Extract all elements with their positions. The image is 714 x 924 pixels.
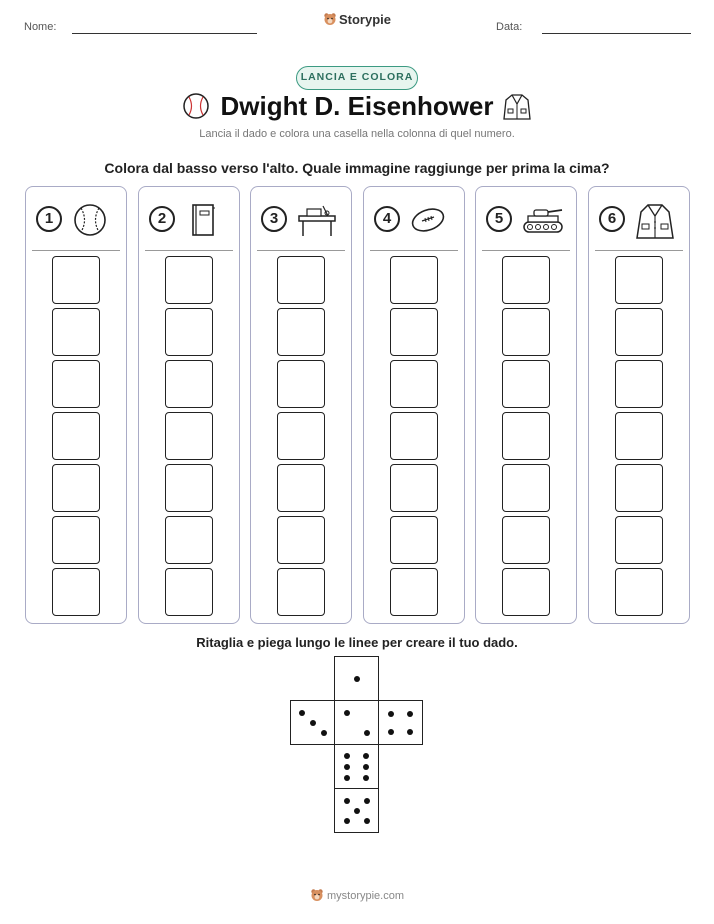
color-cell[interactable] [277, 256, 325, 304]
column-number: 4 [374, 206, 400, 232]
column-2 [138, 186, 240, 624]
color-cell[interactable] [165, 412, 213, 460]
color-cell[interactable] [615, 568, 663, 616]
footer-url: mystorypie.com [326, 890, 405, 902]
color-cell[interactable] [390, 308, 438, 356]
baseball-icon [70, 202, 110, 238]
color-cell[interactable] [52, 412, 100, 460]
color-cell[interactable] [277, 412, 325, 460]
activity-badge: LANCIA E COLORA [296, 66, 418, 90]
column-number: 6 [599, 206, 625, 232]
color-cell[interactable] [502, 464, 550, 512]
book-icon [183, 202, 223, 238]
instruction-text: Colora dal basso verso l'alto. Quale immagine raggiunge per prima la cima? [104, 160, 610, 176]
color-cell[interactable] [502, 360, 550, 408]
tank-icon [520, 202, 566, 238]
color-cell[interactable] [165, 360, 213, 408]
die-face-6 [334, 744, 379, 789]
color-cell[interactable] [390, 568, 438, 616]
column-number: 3 [261, 206, 287, 232]
bear-icon [310, 888, 324, 902]
color-cell[interactable] [390, 412, 438, 460]
column-number: 2 [149, 206, 175, 232]
color-cell[interactable] [615, 308, 663, 356]
color-cell[interactable] [52, 464, 100, 512]
color-cell[interactable] [52, 256, 100, 304]
color-cell[interactable] [390, 464, 438, 512]
color-cell[interactable] [52, 516, 100, 564]
color-cell[interactable] [502, 516, 550, 564]
lab-coat-icon [633, 202, 677, 240]
name-label: Nome: [24, 21, 57, 33]
die-face-1 [334, 656, 379, 701]
color-cell[interactable] [52, 568, 100, 616]
lab-coat-icon [502, 92, 532, 122]
color-cell[interactable] [615, 464, 663, 512]
column-1 [25, 186, 127, 624]
color-cell[interactable] [615, 360, 663, 408]
color-cell[interactable] [165, 516, 213, 564]
brand-name: Storypie [338, 12, 391, 27]
color-cell[interactable] [277, 464, 325, 512]
column-number: 1 [36, 206, 62, 232]
die-face-4 [378, 700, 423, 745]
color-cell[interactable] [277, 308, 325, 356]
color-cell[interactable] [390, 360, 438, 408]
die-face-3 [290, 700, 335, 745]
color-cell[interactable] [390, 256, 438, 304]
column-4 [363, 186, 465, 624]
color-cell[interactable] [615, 256, 663, 304]
color-cell[interactable] [390, 516, 438, 564]
column-3 [250, 186, 352, 624]
name-line [72, 33, 257, 34]
color-cell[interactable] [277, 360, 325, 408]
footer [0, 888, 714, 902]
brand-logo [0, 12, 714, 27]
color-cell[interactable] [502, 568, 550, 616]
color-cell[interactable] [277, 568, 325, 616]
color-cell[interactable] [52, 360, 100, 408]
color-cell[interactable] [615, 516, 663, 564]
color-cell[interactable] [277, 516, 325, 564]
color-cell[interactable] [615, 412, 663, 460]
color-cell[interactable] [165, 256, 213, 304]
football-icon [408, 202, 448, 238]
cut-instruction: Ritaglia e piega lungo le linee per creare il tuo dado. [196, 635, 518, 650]
column-6 [588, 186, 690, 624]
color-cell[interactable] [165, 308, 213, 356]
die-face-2 [334, 700, 379, 745]
color-cell[interactable] [165, 568, 213, 616]
date-label: Data: [496, 21, 523, 33]
die-face-5 [334, 788, 379, 833]
color-cell[interactable] [52, 308, 100, 356]
color-cell[interactable] [502, 308, 550, 356]
column-number: 5 [486, 206, 512, 232]
page-title: Dwight D. Eisenhower [220, 91, 494, 121]
color-cell[interactable] [502, 412, 550, 460]
date-line [542, 33, 691, 34]
color-cell[interactable] [165, 464, 213, 512]
desk-icon [295, 202, 339, 238]
column-5 [475, 186, 577, 624]
bear-icon [323, 12, 337, 26]
page-subtitle: Lancia il dado e colora una casella nella colonna di quel numero. [199, 128, 515, 140]
color-cell[interactable] [502, 256, 550, 304]
